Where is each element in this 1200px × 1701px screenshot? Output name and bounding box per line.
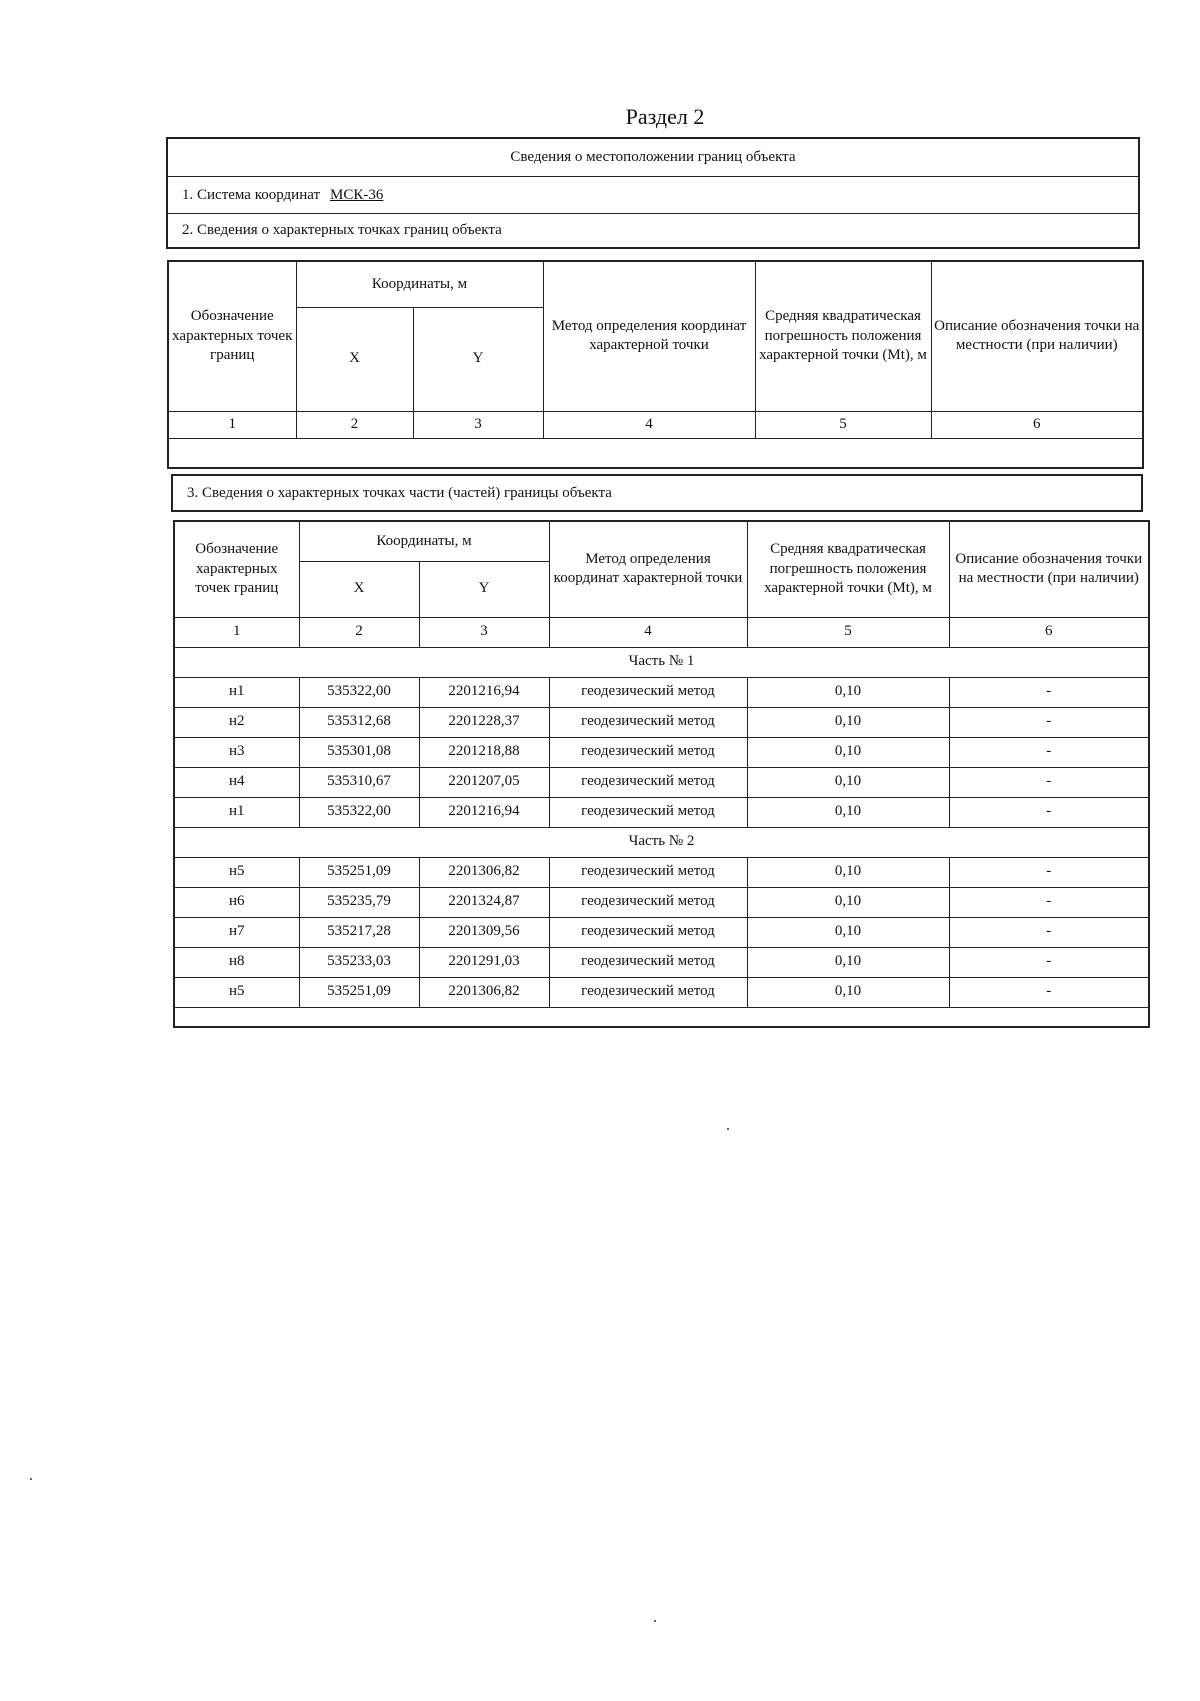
section-header-text: Сведения о местоположении границ объекта <box>510 149 796 165</box>
method-cell: геодезический метод <box>549 797 747 827</box>
header-error: Средняя квадратическая погрешность положения характерной точки (Mt), м <box>747 521 949 617</box>
desc-cell: - <box>949 977 1149 1007</box>
x-cell: 535233,03 <box>299 947 419 977</box>
mt-cell: 0,10 <box>747 947 949 977</box>
point-cell: н6 <box>174 887 299 917</box>
coord-system-label: 1. Система координат <box>182 186 321 203</box>
point-cell: н3 <box>174 737 299 767</box>
y-cell: 2201216,94 <box>419 677 549 707</box>
mt-cell: 0,10 <box>747 707 949 737</box>
section-header <box>168 139 1138 177</box>
boundary-points-table <box>167 260 1144 469</box>
table-row <box>174 887 1149 917</box>
column-number: 3 <box>419 617 549 647</box>
mt-cell: 0,10 <box>747 857 949 887</box>
y-cell: 2201218,88 <box>419 737 549 767</box>
table-row <box>174 677 1149 707</box>
desc-cell: - <box>949 947 1149 977</box>
column-number: 3 <box>413 411 543 438</box>
column-number: 6 <box>949 617 1149 647</box>
point-cell: н2 <box>174 707 299 737</box>
points-heading: 2. Сведения о характерных точках границ объекта <box>182 222 502 238</box>
point-cell: н5 <box>174 977 299 1007</box>
y-cell: 2201306,82 <box>419 857 549 887</box>
x-cell: 535301,08 <box>299 737 419 767</box>
header-designation: Обозначение характерных точек границ <box>168 261 296 411</box>
header-designation: Обозначение характерных точек границ <box>174 521 299 617</box>
y-cell: 2201309,56 <box>419 917 549 947</box>
header-x: X <box>299 561 419 617</box>
method-cell: геодезический метод <box>549 737 747 767</box>
header-y: Y <box>413 307 543 411</box>
x-cell: 535310,67 <box>299 767 419 797</box>
point-cell: н1 <box>174 797 299 827</box>
mt-cell: 0,10 <box>747 887 949 917</box>
desc-cell: - <box>949 767 1149 797</box>
header-coords: Координаты, м <box>296 261 543 307</box>
y-cell: 2201207,05 <box>419 767 549 797</box>
table-row <box>174 707 1149 737</box>
x-cell: 535312,68 <box>299 707 419 737</box>
page-title: Раздел 2 <box>625 104 705 129</box>
mt-cell: 0,10 <box>747 917 949 947</box>
desc-cell: - <box>949 917 1149 947</box>
column-number: 1 <box>168 411 296 438</box>
x-cell: 535322,00 <box>299 797 419 827</box>
part-label: Часть № 2 <box>174 827 1149 857</box>
method-cell: геодезический метод <box>549 767 747 797</box>
method-cell: геодезический метод <box>549 707 747 737</box>
scan-speck <box>727 1128 729 1130</box>
header-y: Y <box>419 561 549 617</box>
point-cell: н1 <box>174 677 299 707</box>
scan-speck <box>30 1478 32 1480</box>
method-cell: геодезический метод <box>549 857 747 887</box>
mt-cell: 0,10 <box>747 977 949 1007</box>
header-error: Средняя квадратическая погрешность положения характерной точки (Mt), м <box>755 261 931 411</box>
mt-cell: 0,10 <box>747 737 949 767</box>
header-coords: Координаты, м <box>299 521 549 561</box>
x-cell: 535251,09 <box>299 977 419 1007</box>
points-heading-row <box>168 214 1138 247</box>
method-cell: геодезический метод <box>549 917 747 947</box>
method-cell: геодезический метод <box>549 677 747 707</box>
desc-cell: - <box>949 737 1149 767</box>
point-cell: н8 <box>174 947 299 977</box>
point-cell: н5 <box>174 857 299 887</box>
column-number: 4 <box>549 617 747 647</box>
x-cell: 535235,79 <box>299 887 419 917</box>
x-cell: 535217,28 <box>299 917 419 947</box>
desc-cell: - <box>949 887 1149 917</box>
method-cell: геодезический метод <box>549 947 747 977</box>
table-row <box>174 917 1149 947</box>
mt-cell: 0,10 <box>747 797 949 827</box>
section-frame <box>166 137 1140 249</box>
table-row <box>174 767 1149 797</box>
point-cell: н7 <box>174 917 299 947</box>
y-cell: 2201306,82 <box>419 977 549 1007</box>
coord-system-row <box>168 177 1138 214</box>
section3-heading: 3. Сведения о характерных точках части (частей) границы объекта <box>187 484 612 501</box>
x-cell: 535251,09 <box>299 857 419 887</box>
column-number: 2 <box>296 411 413 438</box>
column-number: 2 <box>299 617 419 647</box>
table-row <box>174 797 1149 827</box>
column-number: 1 <box>174 617 299 647</box>
empty-row <box>168 438 1143 468</box>
header-description: Описание обозначения точки на местности (при наличии) <box>949 521 1149 617</box>
y-cell: 2201291,03 <box>419 947 549 977</box>
column-number: 5 <box>755 411 931 438</box>
scan-speck <box>654 1620 656 1622</box>
column-number: 4 <box>543 411 755 438</box>
method-cell: геодезический метод <box>549 977 747 1007</box>
method-cell: геодезический метод <box>549 887 747 917</box>
y-cell: 2201216,94 <box>419 797 549 827</box>
table-row <box>174 977 1149 1007</box>
header-description: Описание обозначения точки на местности (при наличии) <box>931 261 1143 411</box>
desc-cell: - <box>949 797 1149 827</box>
part-points-table <box>173 520 1150 1028</box>
desc-cell: - <box>949 857 1149 887</box>
y-cell: 2201228,37 <box>419 707 549 737</box>
mt-cell: 0,10 <box>747 767 949 797</box>
desc-cell: - <box>949 677 1149 707</box>
empty-row <box>174 1007 1149 1027</box>
table-row <box>174 947 1149 977</box>
part-label: Часть № 1 <box>174 647 1149 677</box>
header-x: X <box>296 307 413 411</box>
x-cell: 535322,00 <box>299 677 419 707</box>
desc-cell: - <box>949 707 1149 737</box>
table-row <box>174 857 1149 887</box>
point-cell: н4 <box>174 767 299 797</box>
y-cell: 2201324,87 <box>419 887 549 917</box>
header-method: Метод определения координат характерной точки <box>543 261 755 411</box>
section3-heading-box <box>171 474 1143 512</box>
table-row <box>174 737 1149 767</box>
header-method: Метод определения координат характерной точки <box>549 521 747 617</box>
mt-cell: 0,10 <box>747 677 949 707</box>
column-number: 6 <box>931 411 1143 438</box>
column-number: 5 <box>747 617 949 647</box>
coord-system-value: МСК-36 <box>330 186 384 203</box>
